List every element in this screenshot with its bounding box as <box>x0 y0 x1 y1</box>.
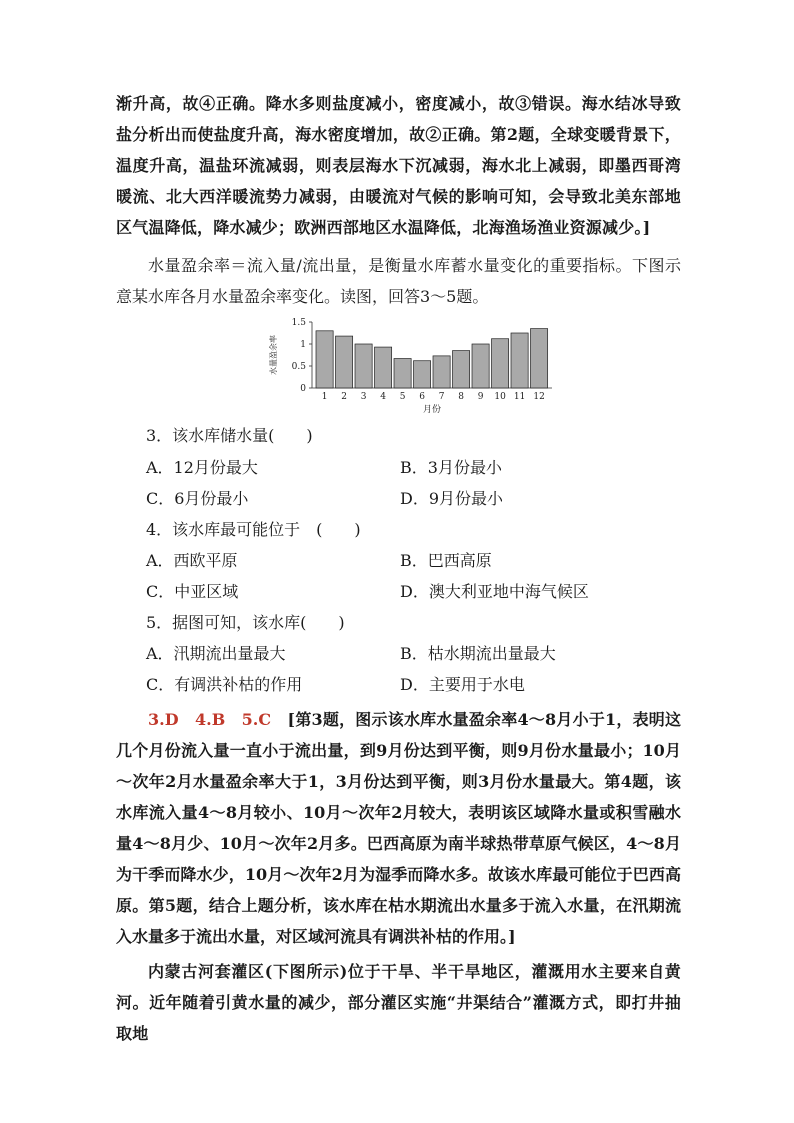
next-paragraph: 内蒙古河套灌区(下图所示)位于干旱、半干旱地区，灌溉用水主要来自黄河。近年随着引黄水量的减少，部分灌区实施“井渠结合”灌溉方式，即打井抽取地 <box>116 962 681 1043</box>
bar-month-8 <box>453 351 470 388</box>
bar-month-3 <box>355 344 372 388</box>
question-3-option-b: B．3月份最小 <box>400 458 502 477</box>
y-tick-label: 0.5 <box>291 362 306 372</box>
question-5-option-a: A．汛期流出量最大 <box>146 644 286 663</box>
question-5-option-b: B．枯水期流出量最大 <box>400 644 556 663</box>
question-5-option-c: C．有调洪补枯的作用 <box>146 675 303 694</box>
y-tick-label: 1 <box>300 340 306 350</box>
x-tick-label: 10 <box>494 392 506 402</box>
question-3-option-c: C．6月份最小 <box>146 489 249 508</box>
question-4-option-a: A．西欧平原 <box>146 551 238 570</box>
bar-month-1 <box>316 331 333 388</box>
question-4-stem: 4．该水库最可能位于 ( ) <box>146 520 361 539</box>
answer-paragraph <box>116 704 681 952</box>
y-tick-label: 1.5 <box>291 318 306 328</box>
question-3-option-d: D．9月份最小 <box>400 489 504 508</box>
bar-month-7 <box>433 356 450 388</box>
bar-month-5 <box>394 359 411 388</box>
bar-month-6 <box>414 361 431 388</box>
bar-month-10 <box>492 339 509 388</box>
x-tick-label: 11 <box>513 392 526 402</box>
answer-key: 3.D 4.B 5.C <box>148 710 272 729</box>
answer-explanation: [第3题，图示该水库水量盈余率4～8月小于1，表明这几个月份流入量一直小于流出量，到9月份达到平衡，则9月份水量最小；10月～次年2月水量盈余率大于1，3月份达到平衡，则3月份水量最大。第4题，该水库流入量4～8月较小、10月～次年2月较大，表明该区域降水量或积雪融水量4～8月少、10月～次年2月多。巴西高原为南半球热带草原气候区，4～8月为干季而降水少，10月～次年2月为湿季而降水多。故该水库最可能位于巴西高原。第5题，结合上题分析，该水库在枯水期流出水量多于流入水量，在汛期流入水量多于流出水量，对区域河流具有调洪补枯的作用。] <box>116 710 681 946</box>
question-3-option-a: A．12月份最大 <box>146 458 258 477</box>
bar-month-12 <box>531 329 548 388</box>
intro-paragraph: 水量盈余率＝流入量/流出量，是衡量水库蓄水量变化的重要指标。下图示意某水库各月水量盈余率变化。读图，回答3～5题。 <box>116 256 681 306</box>
x-tick-label: 4 <box>380 392 386 402</box>
x-tick-label: 12 <box>533 392 545 402</box>
explanation-paragraph: 渐升高，故④正确。降水多则盐度减小，密度减小，故③错误。海水结冰导致盐分析出而使盐度升高，海水密度增加，故②正确。第2题，全球变暖背景下，温度升高，温盐环流减弱，则表层海水下沉减弱，海水北上减弱，即墨西哥湾暖流、北大西洋暖流势力减弱，由暖流对气候的影响可知，会导致北美东部地区气温降低，降水减少；欧洲西部地区水温降低，北海渔场渔业资源减少。] <box>116 94 681 237</box>
x-tick-label: 8 <box>458 392 464 402</box>
y-axis-label: 水量盈余率 <box>269 335 278 375</box>
bar-month-4 <box>375 347 392 388</box>
x-tick-label: 7 <box>438 392 445 402</box>
y-tick-label: 0 <box>300 384 306 394</box>
question-4-option-c: C．中亚区域 <box>146 582 239 601</box>
x-tick-label: 6 <box>419 392 425 402</box>
x-tick-label: 3 <box>360 392 367 402</box>
question-5-option-d: D．主要用于水电 <box>400 675 525 694</box>
x-tick-label: 5 <box>399 392 406 402</box>
bar-month-2 <box>336 336 353 388</box>
question-5-stem: 5．据图可知，该水库( ) <box>146 613 345 632</box>
x-tick-label: 1 <box>321 392 328 402</box>
x-axis-label: 月份 <box>422 405 442 415</box>
question-4-option-b: B．巴西高原 <box>400 551 492 570</box>
question-3-stem: 3．该水库储水量( ) <box>146 426 313 445</box>
x-tick-label: 9 <box>477 392 484 402</box>
bar-month-11 <box>511 333 528 388</box>
water-surplus-bar-chart <box>260 312 560 420</box>
bar-month-9 <box>472 344 489 388</box>
question-4-option-d: D．澳大利亚地中海气候区 <box>400 582 589 601</box>
x-tick-label: 2 <box>341 392 347 402</box>
